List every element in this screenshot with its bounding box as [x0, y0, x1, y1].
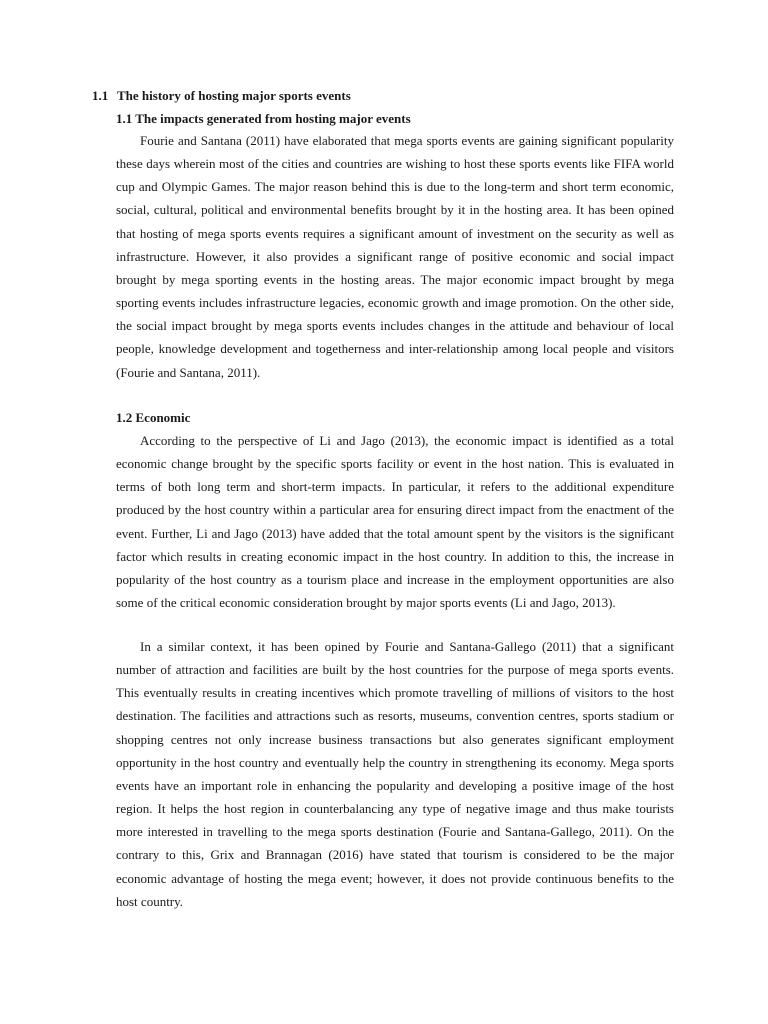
subsection-heading-economic: 1.2 Economic	[116, 410, 191, 425]
paragraph-economic-1	[116, 429, 674, 614]
section-heading	[92, 88, 351, 104]
paragraph-economic-2	[116, 635, 674, 913]
paragraph-text: Fourie and Santana (2011) have elaborated that mega sports events are gaining significant popularity these days wherein most of the cities and countries are wishing to host these sports events like FIFA world cup and Olympic Games. The major reason behind this is due to the long-term and short term economic, social, cultural, political and environmental benefits brought by it in the hosting area. It has been opined that hosting of mega sports events requires a significant amount of investment on the security as well as infrastructure. However, it also provides a significant range of positive economic and social impact brought by mega sporting events in the hosting areas. The major economic impact brought by mega sporting events includes infrastructure legacies, economic growth and image promotion. On the other side, the social impact brought by mega sports events includes changes in the attitude and behaviour of local people, knowledge development and togetherness and inter-relationship among local people and visitors (Fourie and Santana, 2011).	[116, 133, 674, 380]
paragraph-text: In a similar context, it has been opined by Fourie and Santana-Gallego (2011) that a significant number of attraction and facilities are built by the host countries for the purpose of mega sports events. This eventually results in creating incentives which promote travelling of millions of visitors to the host destination. The facilities and attractions such as resorts, museums, convention centres, sports stadium or shopping centres not only increase business transactions but also generates significant employment opportunity in the host country and eventually help the country in strengthening its economy. Mega sports events have an important role in enhancing the popularity and developing a positive image of the host region. It helps the host region in counterbalancing any type of negative image and thus make tourists more interested in travelling to the mega sports destination (Fourie and Santana-Gallego, 2011). On the contrary to this, Grix and Brannagan (2016) have stated that tourism is considered to be the major economic advantage of hosting the mega event; however, it does not provide continuous benefits to the host country.	[116, 639, 674, 909]
section-title: The history of hosting major sports events	[117, 88, 351, 103]
paragraph-text: According to the perspective of Li and Jago (2013), the economic impact is identified as a total economic change brought by the specific sports facility or event in the host nation. This is evaluated in terms of both long term and short-term impacts. In particular, it refers to the additional expenditure produced by the host country within a particular area for ensuring direct impact from the enactment of the event. Further, Li and Jago (2013) have added that the total amount spent by the visitors is the significant factor which results in creating economic impact in the host country. In addition to this, the increase in popularity of the host country as a tourism place and increase in the employment opportunities are also some of the critical economic consideration brought by major sports events (Li and Jago, 2013).	[116, 433, 674, 611]
subsection-heading-impacts: 1.1 The impacts generated from hosting major events	[116, 111, 411, 126]
section-number: 1.1	[92, 88, 109, 103]
paragraph-impacts	[116, 129, 674, 384]
